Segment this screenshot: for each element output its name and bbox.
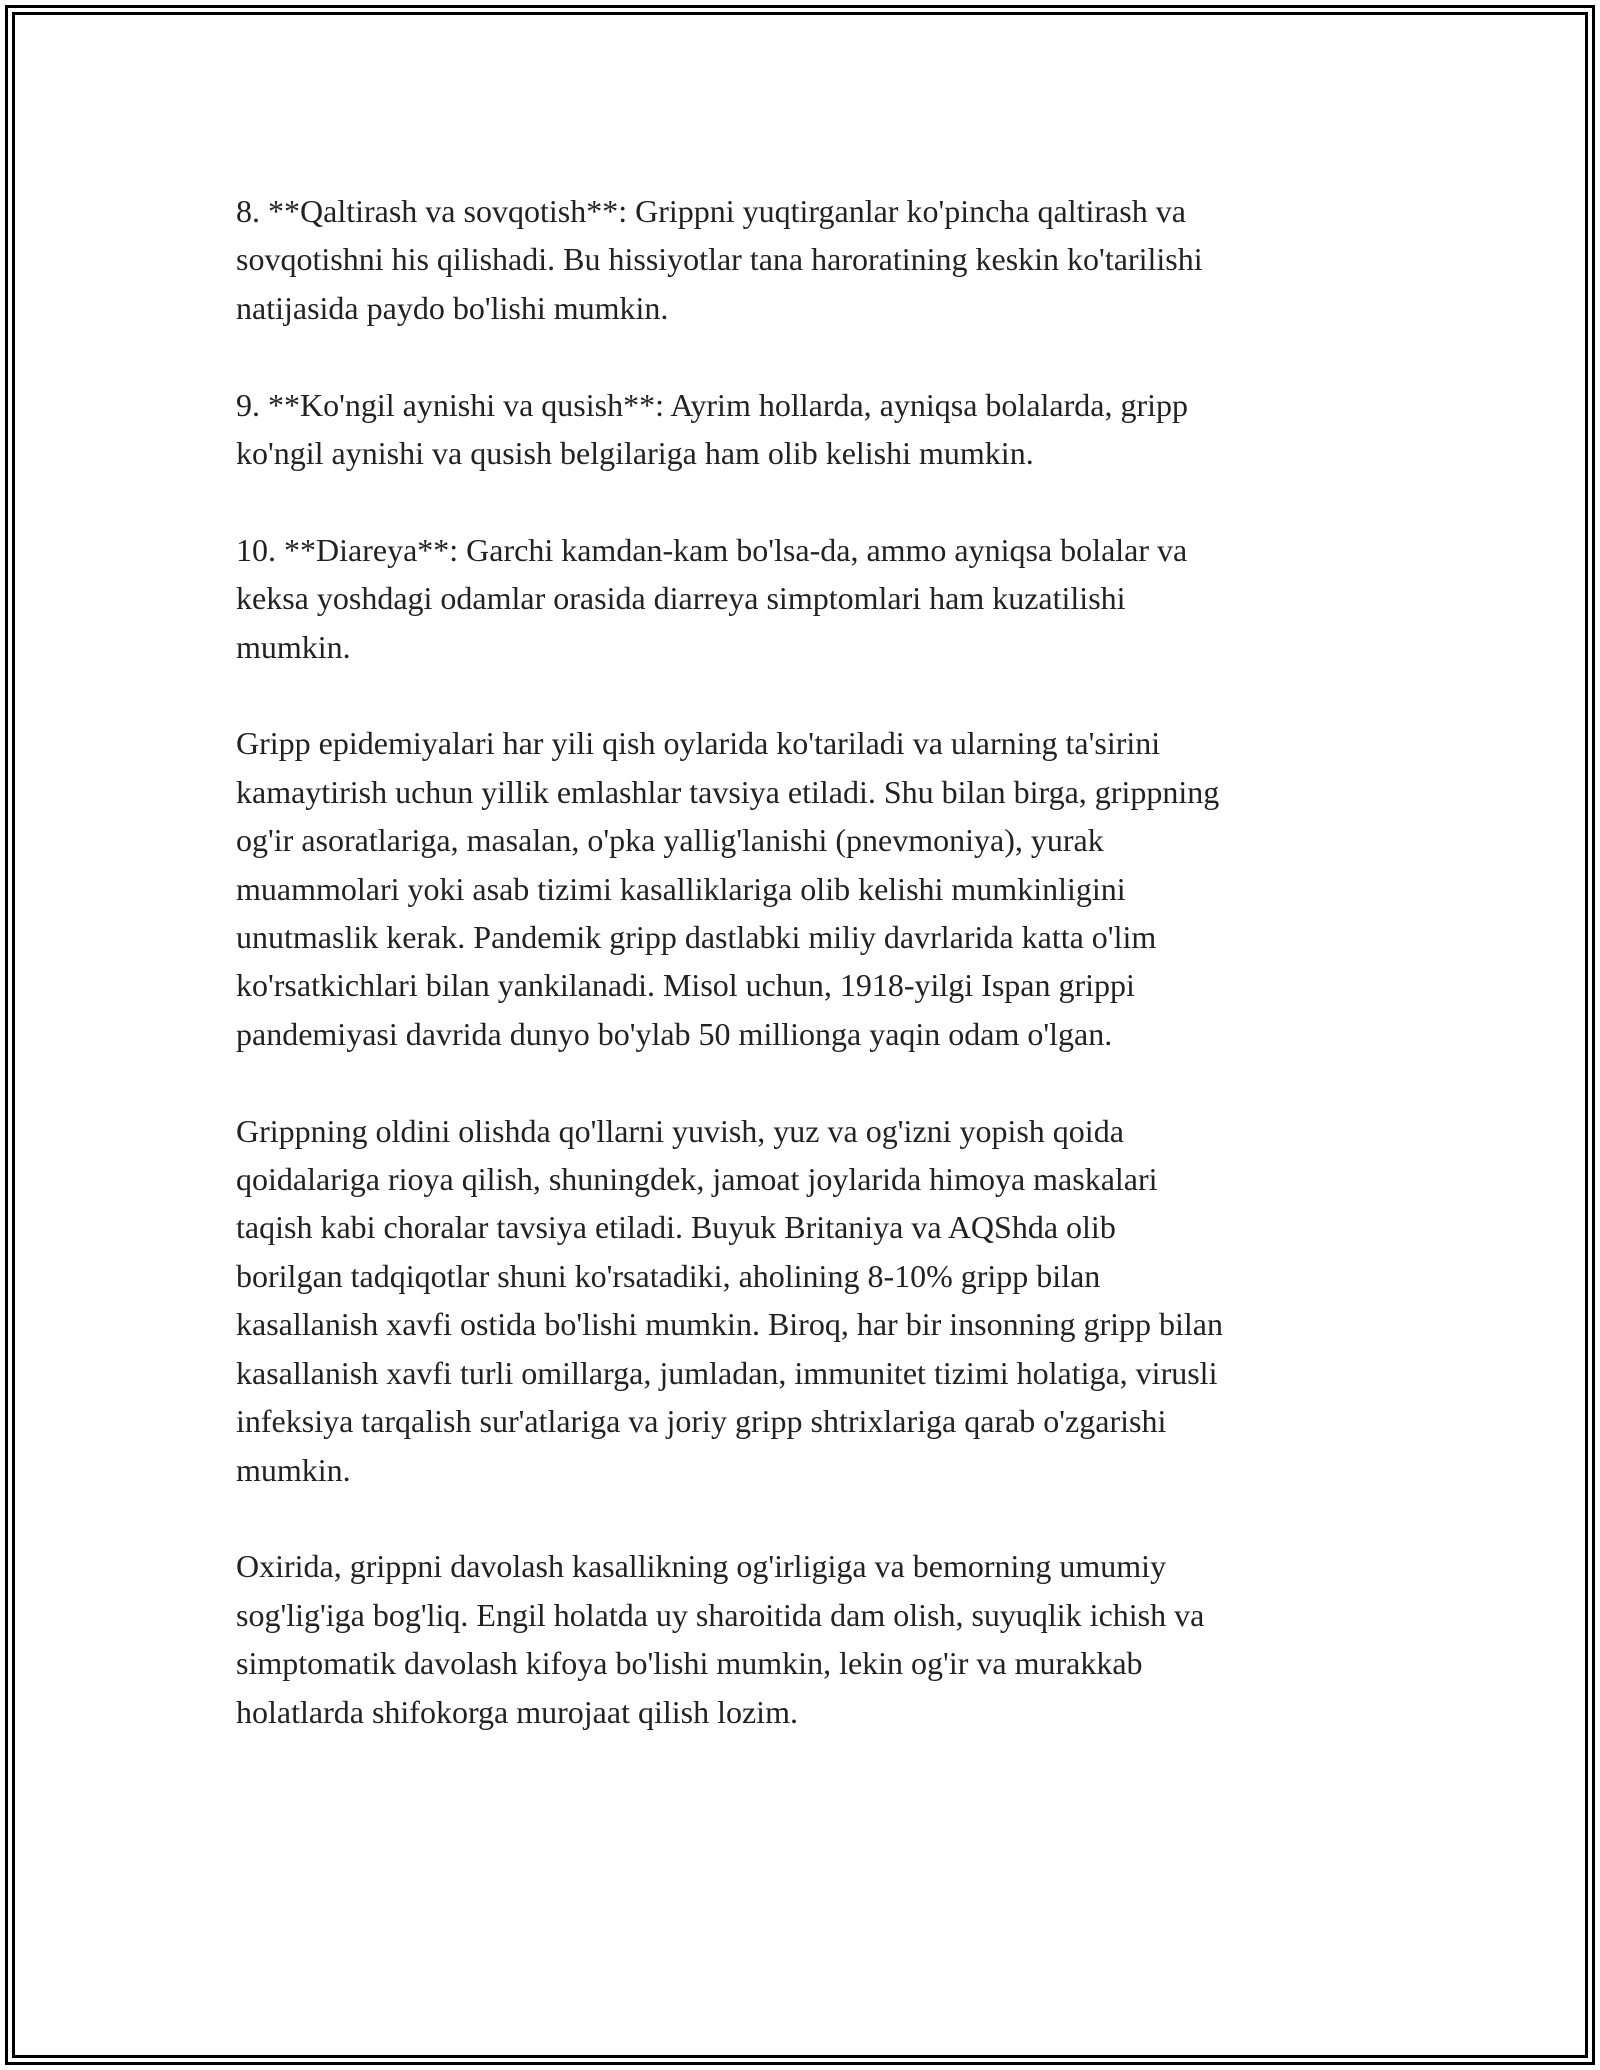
paragraph-chills: 8. **Qaltirash va sovqotish**: Grippni yuqtirganlar ko'pincha qaltirash va sovqotishni his qilishadi. Bu hissiyotlar tana haroratining keskin ko'tarilishi natijasida paydo bo'lishi mumkin. bbox=[236, 193, 1203, 326]
paragraph-prevention: Grippning oldini olishda qo'llarni yuvish, yuz va og'izni yopish qoida qoidalariga rioya qilish, shuningdek, jamoat joylarida himoya maskalari taqish kabi choralar tavsiya etiladi. Buyuk Britaniya va AQShda olib borilgan tadqiqotlar shuni ko'rsatadiki, aholining 8-10% gripp bilan kasallanish xavfi ostida bo'lishi mumkin. Biroq, har bir insonning gripp bilan kasallanish xavfi turli omillarga, jumladan, immunitet tizimi holatiga, virusli infeksiya tarqalish sur'atlariga va joriy gripp shtrixlariga qarab o'zgarishi mumkin. bbox=[236, 1112, 1223, 1488]
document-body bbox=[236, 187, 1376, 1784]
paragraph-nausea: 9. **Ko'ngil aynishi va qusish**: Ayrim hollarda, ayniqsa bolalarda, gripp ko'ngil aynishi va qusish belgilariga ham olib kelishi mumkin. bbox=[236, 386, 1189, 472]
paragraph-diarrhea: 10. **Diareya**: Garchi kamdan-kam bo'lsa-da, ammo ayniqsa bolalar va keksa yoshdagi odamlar orasida diarreya simptomlari ham kuzatilishi mumkin. bbox=[236, 531, 1188, 665]
paragraph-epidemics: Gripp epidemiyalari har yili qish oylarida ko'tariladi va ularning ta'sirini kamaytirish uchun yillik emlashlar tavsiya etiladi. Shu bilan birga, grippning og'ir asoratlariga, masalan, o'pka yallig'lanishi (pnevmoniya), yurak muammolari yoki asab tizimi kasalliklariga olib kelishi mumkinligini unutmaslik kerak. Pandemik gripp dastlabki miliy davrlarida katta o'lim ko'rsatkichlari bilan yankilanadi. Misol uchun, 1918-yilgi Ispan grippi pandemiyasi davrida dunyo bo'ylab 50 millionga yaqin odam o'lgan. bbox=[236, 725, 1220, 1052]
paragraph-treatment: Oxirida, grippni davolash kasallikning og'irligiga va bemorning umumiy sog'lig'iga bog'liq. Engil holatda uy sharoitida dam olish, suyuqlik ichish va simptomatik davolash kifoya bo'lishi mumkin, lekin og'ir va murakkab holatlarda shifokorga murojaat qilish lozim. bbox=[236, 1548, 1205, 1730]
